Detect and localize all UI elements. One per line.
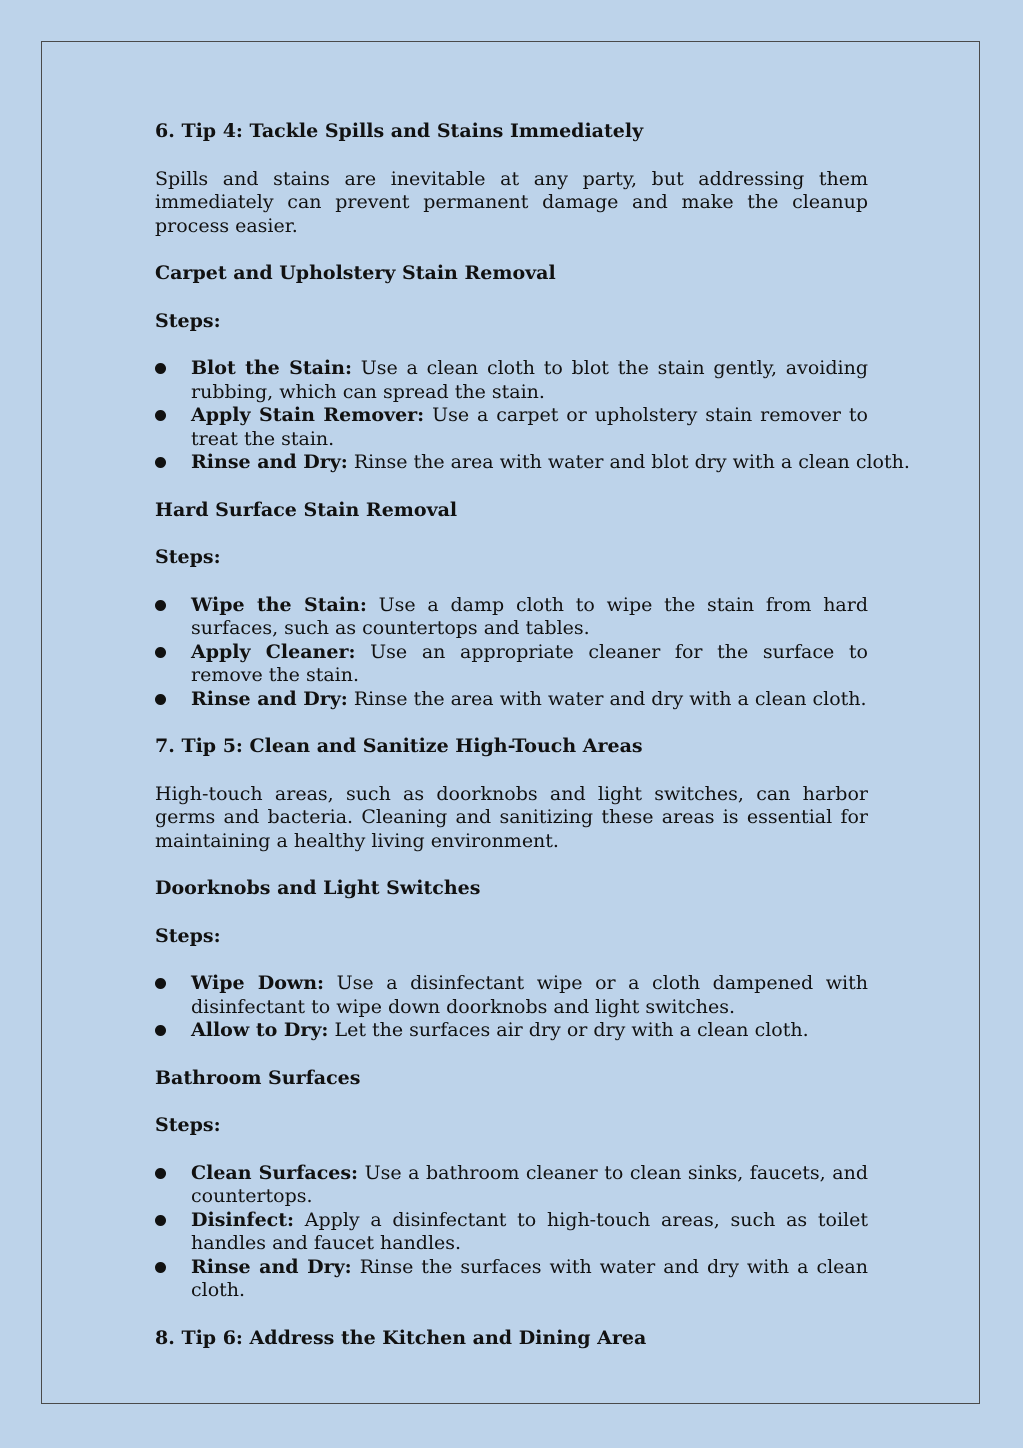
list-item xyxy=(155,1256,868,1303)
list-item xyxy=(155,357,868,404)
list-item xyxy=(155,972,868,1019)
step-term: Rinse and Dry: xyxy=(191,1255,352,1278)
bathroom-steps-list xyxy=(155,1162,868,1303)
list-item xyxy=(155,1162,868,1209)
list-item xyxy=(155,641,868,688)
section-heading-tip5: 7. Tip 5: Clean and Sanitize High-Touch Areas xyxy=(155,735,643,757)
bullet-icon xyxy=(155,363,166,374)
bullet-icon xyxy=(155,694,166,705)
bullet-icon xyxy=(155,600,166,611)
subheading-carpet-stain: Carpet and Upholstery Stain Removal xyxy=(155,262,556,284)
step-term: Wipe Down: xyxy=(191,972,325,994)
step-text: Use a damp cloth to wipe the stain from hard surfaces, such as countertops and tables. xyxy=(191,593,868,639)
bullet-icon xyxy=(155,978,166,989)
step-term: Apply Stain Remover: xyxy=(191,404,425,426)
bullet-icon xyxy=(155,1025,166,1036)
steps-label: Steps: xyxy=(155,924,221,947)
bullet-icon xyxy=(155,1215,166,1226)
hard-surface-steps-list xyxy=(155,594,868,712)
step-text: Use a bathroom cleaner to clean sinks, faucets, and countertops. xyxy=(191,1161,868,1207)
step-text: Use a clean cloth to blot the stain gently, avoiding rubbing, which can spread the stain. xyxy=(191,357,868,403)
list-item xyxy=(155,594,868,641)
section-heading-tip6: 8. Tip 6: Address the Kitchen and Dining Area xyxy=(155,1326,647,1349)
subheading-hard-surface: Hard Surface Stain Removal xyxy=(155,498,458,521)
section-heading-tip4: 6. Tip 4: Tackle Spills and Stains Immediately xyxy=(155,120,644,142)
step-text: Use a disinfectant wipe or a cloth dampened with disinfectant to wipe down doorknobs and light switches. xyxy=(191,972,868,1018)
step-text: Rinse the area with water and dry with a clean cloth. xyxy=(347,687,867,710)
bullet-icon xyxy=(155,410,166,421)
step-text: Apply a disinfectant to high-touch areas, such as toilet handles and faucet handles. xyxy=(191,1208,868,1254)
step-text: Use a carpet or upholstery stain remover to treat the stain. xyxy=(191,404,868,450)
tip5-intro: High-touch areas, such as doorknobs and light switches, can harbor germs and bacteria. Cleaning and sanitizing these areas is essential for maintaining a healthy living environment. xyxy=(155,782,868,852)
subheading-doorknobs: Doorknobs and Light Switches xyxy=(155,877,481,899)
step-text: Use an appropriate cleaner for the surface to remove the stain. xyxy=(191,640,868,686)
step-term: Apply Cleaner: xyxy=(191,640,356,663)
tip4-intro: Spills and stains are inevitable at any party, but addressing them immediately can prevent permanent damage and make the cleanup process easier. xyxy=(155,167,868,237)
list-item xyxy=(155,1209,868,1256)
step-term: Allow to Dry: xyxy=(191,1019,329,1041)
step-term: Rinse and Dry: xyxy=(191,451,348,473)
step-text: Rinse the surfaces with water and dry with a clean cloth. xyxy=(191,1255,868,1301)
step-term: Wipe the Stain: xyxy=(191,593,367,616)
bullet-icon xyxy=(155,1168,166,1179)
step-text: Rinse the area with water and blot dry with a clean cloth. xyxy=(347,451,910,473)
step-term: Blot the Stain: xyxy=(191,357,352,379)
document-content xyxy=(155,120,910,1374)
list-item xyxy=(155,1019,868,1043)
step-term: Clean Surfaces: xyxy=(191,1161,359,1184)
list-item xyxy=(155,451,910,475)
step-text: Let the surfaces air dry or dry with a clean cloth. xyxy=(328,1019,809,1041)
steps-label: Steps: xyxy=(155,309,221,332)
list-item xyxy=(155,404,868,451)
doorknobs-steps-list xyxy=(155,972,868,1043)
steps-label: Steps: xyxy=(155,1114,221,1136)
step-term: Rinse and Dry: xyxy=(191,687,348,710)
step-term: Disinfect: xyxy=(191,1208,295,1231)
carpet-steps-list xyxy=(155,357,910,475)
bullet-icon xyxy=(155,457,166,468)
bullet-icon xyxy=(155,647,166,658)
steps-label: Steps: xyxy=(155,546,221,568)
bullet-icon xyxy=(155,1262,166,1273)
list-item xyxy=(155,688,868,712)
subheading-bathroom: Bathroom Surfaces xyxy=(155,1066,361,1089)
